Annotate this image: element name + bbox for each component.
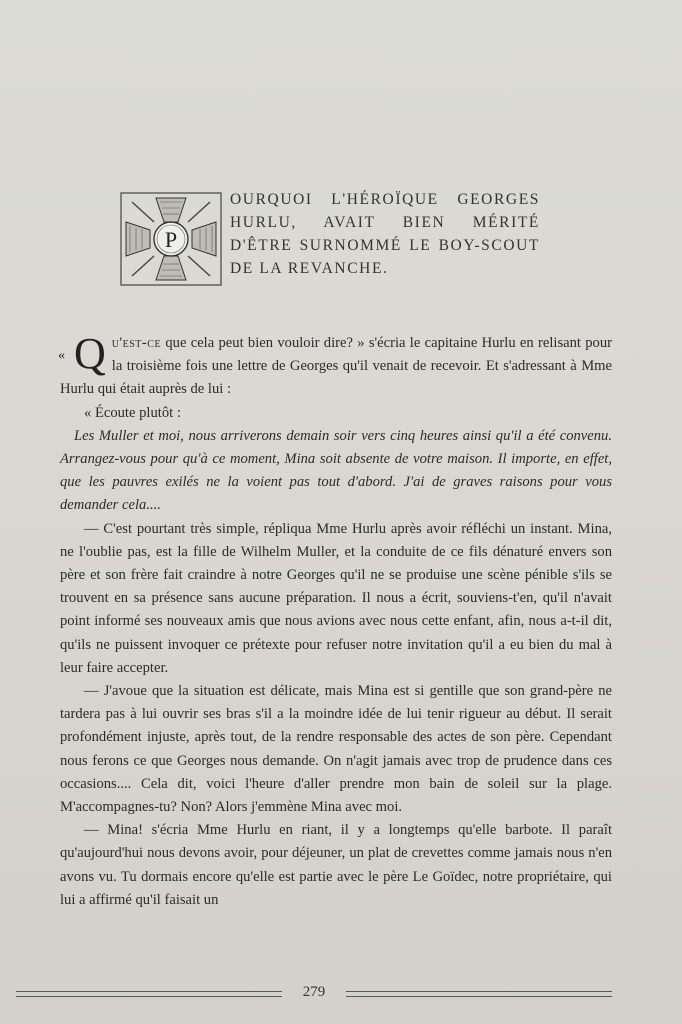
emblem-letter: P (164, 227, 178, 252)
drop-cap: Q (74, 329, 106, 378)
paragraph-1 (58, 329, 612, 402)
cross-emblem-icon (120, 192, 222, 286)
paragraph-3: — C'est pourtant très simple, répliqua Mme Hurlu après avoir réfléchi un instant. Mina, ne l'oublie pas, est la fille de Wilhelm Muller, et la conduite de ce fils dénaturé envers son père et son frère fait craindre à notre Georges qu'il ne se produise une scène pénible s'ils se trouvent en sa présence sans aucune préparation. Il nous a écrit, souviens-t'en, qu'il n'avait point informé ses nouveaux amis que nous avions avec nous cette enfant, afin, nous a-t-il dit, qu'ils ne puissent invoquer ce prétexte pour refuser notre invitation qu'il a eu bien du mal à leur faire accepter. (60, 520, 612, 676)
footer-rule-left (16, 991, 282, 997)
letter-text: Les Muller et moi, nous arriverons demain soir vers cinq heures ainsi qu'il a été convenu. Arrangez-vous pour qu'à ce moment, Mina soit absente de votre maison. Il importe, en effet, que les pauvres exilés ne la voient pas tout d'abord. J'ai de graves raisons pour vous demander cela.... (60, 427, 612, 514)
paragraph-1-smallcaps: u'est-ce (111, 335, 162, 351)
page-number: 279 (302, 984, 326, 1000)
paragraph-5: — Mina! s'écria Mme Hurlu en riant, il y a longtemps qu'elle barbote. Il paraît qu'aujourd'hui nous devons avoir, pour déjeuner, un plat de crevettes comme jamais nous n'en avons vu. Tu dormais encore qu'elle est partie avec le père Le Goïdec, notre propriétaire, qui lui a affirmé qu'il faisait un (60, 822, 612, 908)
body-text (58, 329, 612, 912)
quoted-letter (60, 425, 612, 518)
paragraph-4: — J'avoue que la situation est délicate, mais Mina est si gentille que son grand-père ne tardera pas à lui ouvrir ses bras s'il a la moindre idée de lui tenir rigueur au début. Il serait profondément injuste, après tout, de la rendre responsable des actes de son père. Cependant nous ferons ce que Georges nous demande. On n'agit jamais avec trop de prudence dans ces occasions.... Cela dit, voici l'heure d'aller prendre mon bain de soleil sur la plage. M'accompagnes-tu? Non? Alors j'emmène Mina avec moi. (60, 683, 612, 816)
chapter-heading (120, 188, 540, 288)
paragraph-2: « Écoute plutôt : (84, 404, 181, 421)
opening-quote: « (58, 348, 65, 363)
paragraph-1-text: que cela peut bien vouloir dire? » s'écria le capitaine Hurlu en relisant pour la troisième fois une lettre de Georges qu'il venait de recevoir. Et s'adressant à Mme Hurlu qui était auprès de lui : (60, 335, 612, 398)
footer-rule-right (346, 991, 612, 997)
chapter-title: OURQUOI L'HÉROÏQUE GEORGES HURLU, AVAIT BIEN MÉRITÉ D'ÊTRE SURNOMMÉ LE BOY-SCOUT DE LA REVANCHE. (230, 191, 540, 277)
page-footer (16, 984, 612, 1004)
